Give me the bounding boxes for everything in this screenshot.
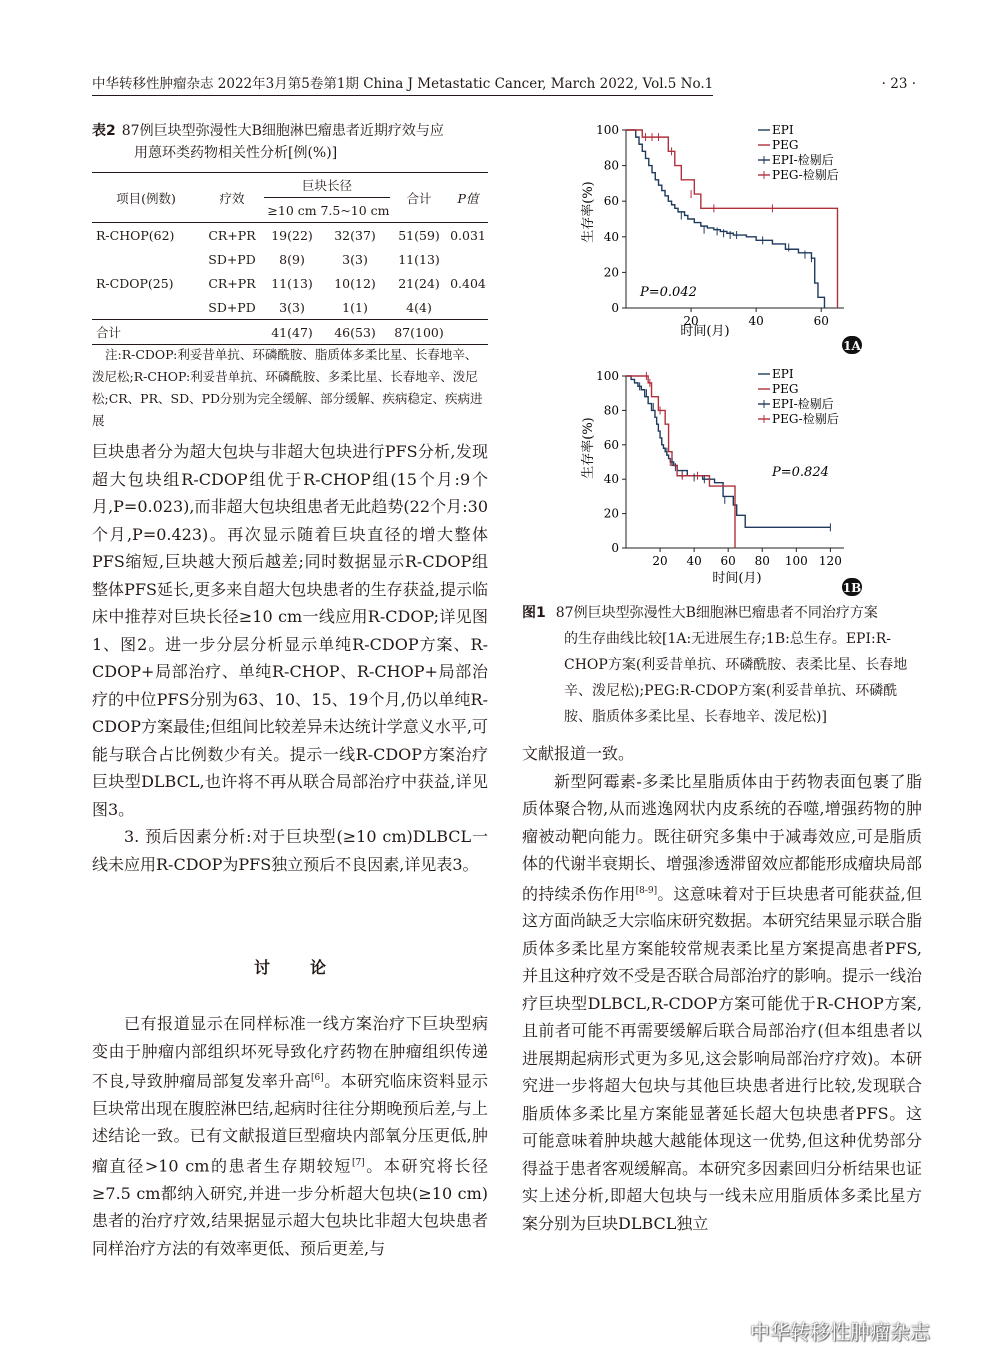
journal-running-title: 中华转移性肿瘤杂志 2022年3月第5卷第1期 China J Metastatic Cancer, March 2022, Vol.5 No.1	[92, 74, 713, 96]
table-caption	[92, 120, 488, 164]
text-run: 新型阿霉素-多柔比星脂质体由于药物表面包裹了脂质体聚合物,从而逃逸网状内皮系统的吞噬,增强药物的肿瘤被动靶向能力。既往研究多集中于减毒效应,可是脂质体的代谢半衰期长、增强渗透滞留效应都能形成瘤块局部的持续杀伤作用	[522, 771, 923, 903]
legend-item-peg-censored: PEG-检剔后	[772, 168, 839, 182]
x-tick-label: 40	[686, 554, 702, 568]
page-number: · 23 ·	[881, 76, 916, 92]
legend-item-peg: PEG	[772, 382, 799, 396]
table-cell: R-CHOP(62)	[96, 227, 175, 243]
table-title-line1: 87例巨块型弥漫性大B细胞淋巴瘤患者近期疗效与应	[121, 123, 444, 139]
table-cell	[448, 247, 488, 271]
y-tick-label: 60	[603, 194, 619, 209]
x-axis-label-b: 时间(月)	[712, 571, 762, 586]
table-cell: CR+PR	[208, 275, 256, 291]
x-tick-label: 40	[748, 314, 764, 328]
paragraph: 3. 预后因素分析:对于巨块型(≥10 cm)DLBCL一线未应用R-CDOP为PFS独立预后不良因素,详见表3。	[92, 827, 488, 874]
table-cell	[92, 247, 200, 271]
th-total: 合计	[390, 173, 448, 223]
p-value-a: P=0.042	[640, 285, 697, 300]
table-note: 注:R-CDOP:利妥昔单抗、环磷酰胺、脂质体多柔比星、长春地辛、泼尼松;R-CHOP:利妥昔单抗、环磷酰胺、多柔比星、长春地辛、泼尼松;CR、PR、SD、PD分别为完全缓解、部分缓解、疾病稳定、疾病进展	[92, 347, 483, 428]
x-tick-label: 60	[813, 314, 829, 328]
table-cell	[200, 320, 264, 345]
y-tick-label: 80	[603, 158, 619, 173]
survival-figure	[522, 118, 922, 598]
y-tick-label: 100	[596, 369, 619, 383]
legend-b	[772, 367, 839, 426]
paragraph	[522, 768, 922, 1238]
table-title-line2: 用蒽环类药物相关性分析[例(%)]	[134, 145, 338, 161]
y-tick-label: 80	[603, 403, 619, 418]
table-row	[92, 247, 488, 271]
th-item: 项目(例数)	[92, 173, 200, 223]
table-cell: 32(37)	[334, 227, 376, 243]
citation: [6]	[311, 1073, 324, 1083]
table-cell: 1(1)	[342, 299, 368, 315]
y-tick-label: 40	[603, 229, 619, 244]
th-75-10: 7.5~10 cm	[320, 198, 390, 223]
y-tick-label: 40	[603, 472, 619, 487]
table-cell: CR+PR	[208, 227, 256, 243]
table-cell: 21(24)	[398, 275, 440, 291]
paragraph	[92, 1010, 488, 1262]
th-group: 巨块长径	[264, 173, 390, 198]
figure-caption	[522, 600, 920, 730]
citation: [7]	[351, 1157, 365, 1168]
table-cell: R-CDOP(25)	[96, 275, 174, 291]
wechat-icon	[712, 1316, 742, 1342]
wechat-watermark	[712, 1314, 982, 1346]
table-cell: 87(100)	[390, 320, 448, 345]
table-cell: 41(47)	[264, 320, 320, 345]
y-tick-label: 0	[611, 541, 619, 555]
series-line-peg	[626, 376, 735, 548]
y-tick-label: 0	[611, 301, 619, 315]
table-cell: 11(13)	[398, 251, 440, 267]
y-tick-label: 20	[603, 506, 619, 521]
figure-label: 图1	[522, 605, 546, 621]
x-tick-label: 120	[818, 554, 842, 568]
table-cell: 8(9)	[279, 251, 305, 267]
legend-item-epi: EPI	[772, 123, 794, 137]
y-axis-label-b: 生存率(%)	[581, 417, 596, 479]
th-p: P值	[448, 173, 488, 223]
x-tick-label: 20	[683, 314, 699, 328]
legend-a	[772, 123, 839, 182]
section-title: 讨论	[253, 958, 366, 977]
x-tick-label: 80	[754, 554, 770, 568]
data-table	[92, 172, 488, 345]
y-tick-label: 60	[603, 437, 619, 452]
th-ge10: ≥10 cm	[264, 198, 320, 223]
table-row	[92, 320, 488, 345]
y-axis-label-a: 生存率(%)	[581, 181, 596, 243]
table-cell: 46(53)	[320, 320, 390, 345]
text-run: 。这意味着对于巨块患者可能获益,但这方面尚缺乏大宗临床研究数据。本研究结果显示联合脂质体多柔比星方案能较常规表柔比星方案提高患者PFS,并且这种疗效不受是否联合局部治疗的影响。提示一线治疗巨块型DLBCL,R-CDOP方案可能优于R-CHOP方案,且前者可能不再需要缓解后联合局部治疗(但本组患者以进展期起病形式更为多见,这会影响局部治疗疗效)。本研究进一步将超大包块与其他巨块患者进行比较,发现联合脂质体多柔比星方案能显著延长超大包块患者PFS。这可能意味着肿块越大越能体现这一优势,但这种优势部分得益于患者客观缓解高。本研究多因素回归分析结果也证实上述分析,即超大包块与一线未应用脂质体多柔比星方案分别为巨块DLBCL独立	[522, 883, 923, 1233]
table-cell	[448, 295, 488, 320]
p-value-b: P=0.824	[772, 465, 829, 480]
legend-item-epi: EPI	[772, 367, 794, 381]
table-cell: 0.404	[450, 275, 486, 291]
figure-caption-line1: 87例巨块型弥漫性大B细胞淋巴瘤患者不同治疗方案	[555, 605, 878, 621]
legend-item-epi-censored: EPI-检剔后	[772, 153, 834, 167]
x-tick-label: 100	[784, 554, 808, 568]
text-run: 。本研究临床资料显示巨块常出现在腹腔淋巴结,起病时往往分期晚预后差,与上述结论一致。已有文献报道巨型瘤块内部氧分压更低,肿瘤直径>10 cm的患者生存期较短	[92, 1071, 488, 1176]
figure-caption-rest: 的生存曲线比较[1A:无进展生存;1B:总生存。EPI:R-CHOP方案(利妥昔单抗、环磷酰胺、表柔比星、长春地辛、泼尼松);PEG:R-CDOP方案(利妥昔单抗、环磷酰胺、脂质体多柔比星、长春地辛、泼尼松)]	[564, 631, 908, 725]
legend-item-epi-censored: EPI-检剔后	[772, 397, 834, 411]
x-tick-label: 20	[652, 554, 668, 568]
x-tick-label: 60	[720, 554, 736, 568]
table-cell: 0.031	[450, 227, 486, 243]
table-cell: 11(13)	[271, 275, 313, 291]
table-cell: 19(22)	[271, 227, 313, 243]
right-body	[522, 740, 922, 1237]
table-cell: 10(12)	[334, 275, 376, 291]
table-cell: 51(59)	[398, 227, 440, 243]
paragraph: 巨块患者分为超大包块与非超大包块进行PFS分析,发现超大包块组R-CDOP组优于R-CHOP组(15个月:9个月,P=0.023),而非超大包块组患者无此趋势(22个月:30个月,P=0.423)。再次显示随着巨块直径的增大整体PFS缩短,巨块越大预后越差;同时数据显示R-CDOP组整体PFS延长,更多来自超大包块患者的生存获益,提示临床中推荐对巨块长径≥10 cm一线应用R-CDOP;详见图1、图2。进一步分层分析显示单纯R-CDOP方案、R-CDOP+局部治疗、单纯R-CHOP、R-CHOP+局部治疗的中位PFS分别为63、10、15、19个月,仍以单纯R-CDOP方案最佳;但组间比较差异未达统计学意义水平,可能与联合占比例数少有关。提示一线R-CDOP方案治疗巨块型DLBCL,也许将不再从联合局部治疗中获益,详见图3。	[92, 442, 488, 819]
table-cell: 3(3)	[342, 251, 368, 267]
legend-item-peg: PEG	[772, 138, 799, 152]
left-body-discussion	[92, 1010, 488, 1262]
y-tick-label: 20	[603, 265, 619, 280]
section-heading	[92, 954, 488, 982]
y-tick-label: 100	[596, 123, 619, 137]
text-run: 。本研究将长径≥7.5 cm都纳入研究,并进一步分析超大包块(≥10 cm)患者的治疗疗效,结果据显示超大包块比非超大包块患者同样治疗方法的有效率更低、预后更差,与	[92, 1156, 488, 1258]
table-cell: 3(3)	[279, 299, 305, 315]
legend-item-peg-censored: PEG-检剔后	[772, 412, 839, 426]
paragraph: 文献报道一致。	[522, 744, 635, 763]
panel-tag-a-text: 1A	[843, 339, 861, 353]
table-cell: 合计	[92, 320, 200, 345]
table-label: 表2	[92, 123, 116, 139]
panel-tag-b-text: 1B	[842, 581, 862, 595]
table-cell: 4(4)	[406, 299, 432, 315]
th-efficacy: 疗效	[200, 173, 264, 223]
text-run: 已有报道显示在同样标准一线方案治疗下巨块型病变由于肿瘤内部组织坏死导致化疗药物在肿瘤组织传递不良,导致肿瘤局部复发率升高	[92, 1014, 488, 1091]
citation: [8-9]	[635, 885, 658, 896]
table-cell	[92, 295, 200, 320]
table-row	[92, 295, 488, 320]
x-axis-label-a: 时间(月)	[680, 324, 730, 339]
table-cell: SD+PD	[208, 251, 256, 267]
table-row	[92, 223, 488, 248]
table-cell	[448, 320, 488, 345]
table-cell: SD+PD	[208, 299, 256, 315]
table-row	[92, 271, 488, 295]
watermark-text: 中华转移性肿瘤杂志	[750, 1320, 930, 1344]
running-header	[92, 74, 916, 96]
left-body	[92, 438, 488, 878]
